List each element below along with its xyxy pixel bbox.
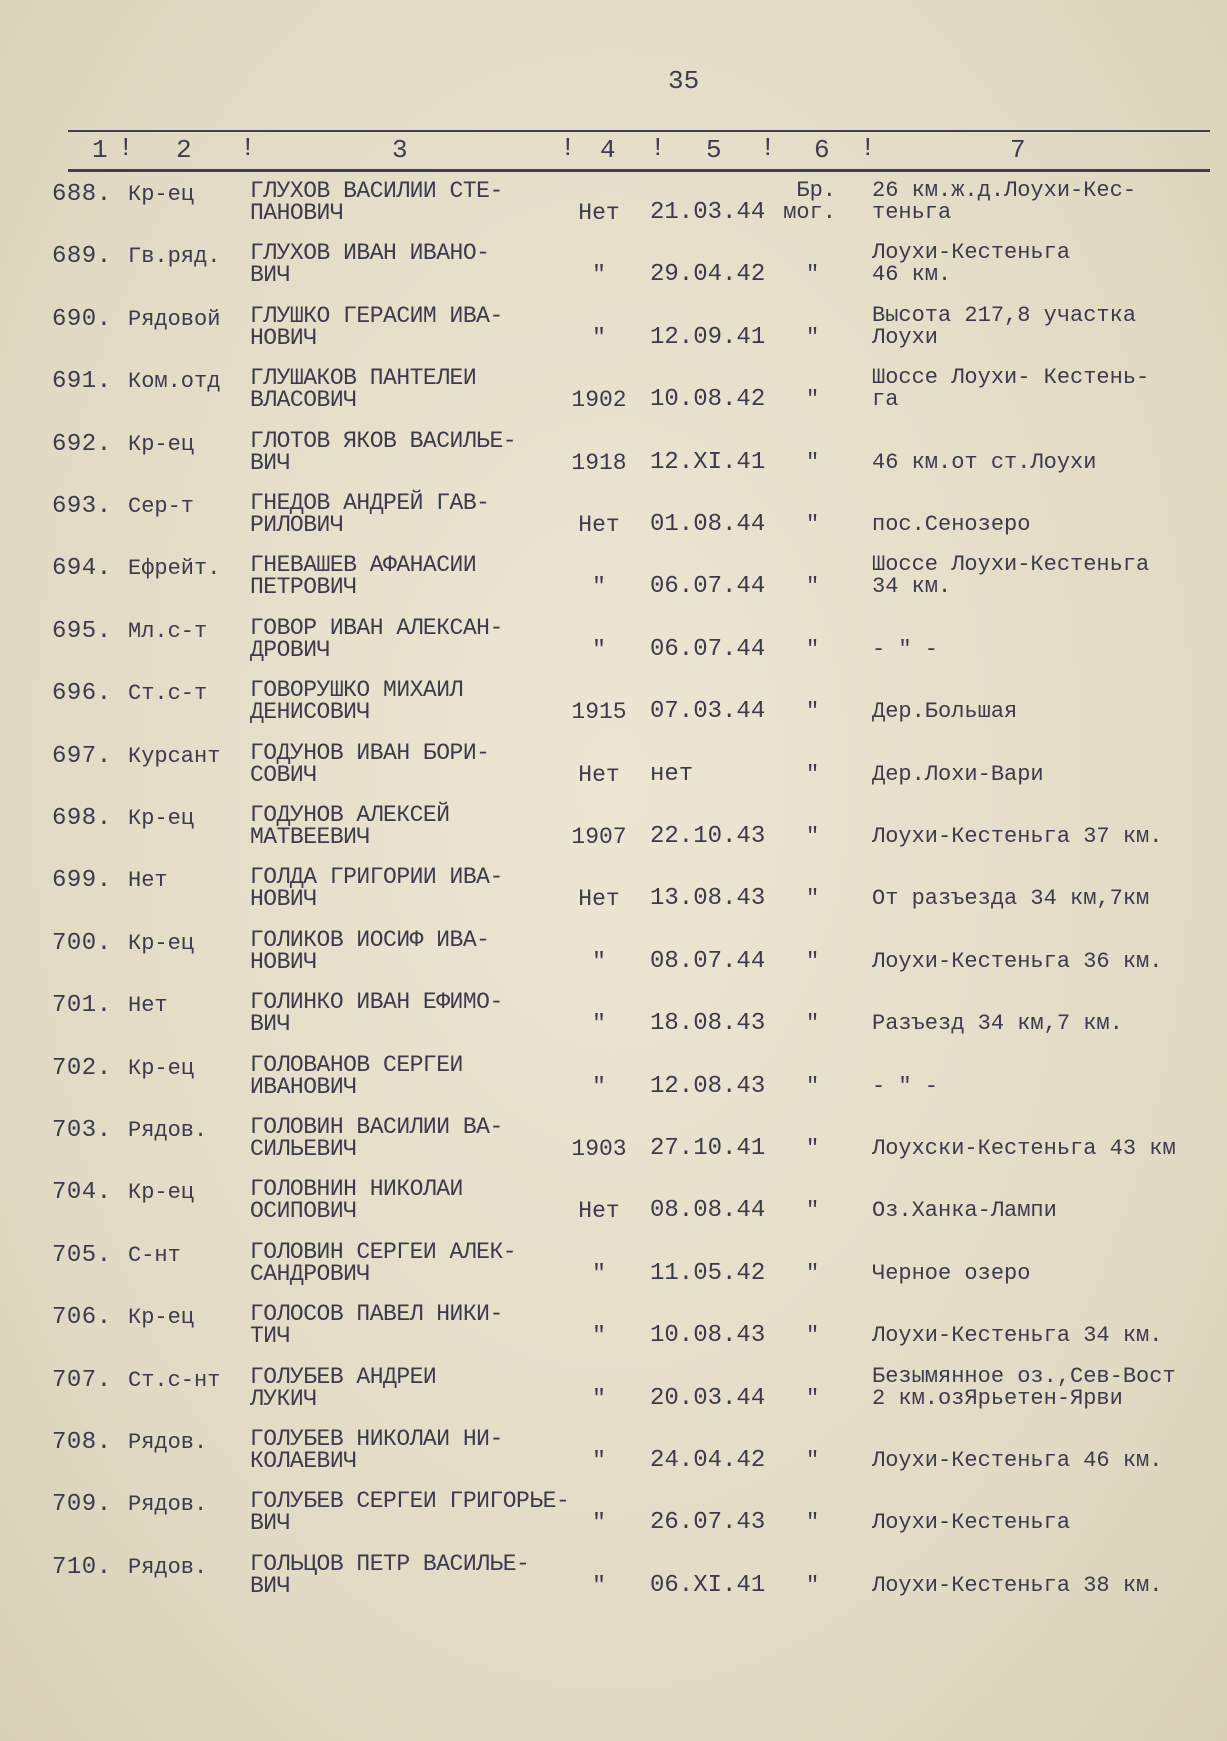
full-name (250, 614, 503, 663)
record-number: 698. (52, 805, 112, 832)
place-line-1: Высота 217,8 участка (872, 302, 1137, 328)
name-line-1: ГОЛУБЕВ СЕРГЕИ ГРИГОРЬЕ- (250, 1488, 570, 1515)
table-row (0, 1048, 1227, 1110)
table-row (0, 673, 1227, 735)
rank: Гв.ряд. (128, 244, 221, 270)
table-row (0, 299, 1227, 361)
rank: Кр-ец (128, 1305, 195, 1331)
rank: Ст.с-т (128, 681, 208, 707)
place-line-1: Шоссе Лоухи- Кестень- (872, 365, 1150, 391)
date: 06.07.44 (650, 573, 766, 601)
table-row (0, 1422, 1227, 1484)
name-line-2: СОВИЧ (250, 761, 317, 788)
table-row (0, 1484, 1227, 1546)
header-rule-top (68, 130, 1210, 132)
burial-type: " (806, 574, 820, 600)
birth-year: " (592, 574, 606, 601)
table-row (0, 611, 1227, 673)
burial-type: " (806, 1073, 820, 1099)
birth-year: " (592, 948, 606, 975)
name-line-2: ОСИПОВИЧ (250, 1198, 357, 1225)
header-col-7: 7 (1010, 135, 1026, 165)
date: 01.08.44 (650, 511, 766, 538)
burial-place: Дер.Большая (872, 699, 1018, 725)
header-separator: ! (650, 133, 666, 163)
burial-place: - " - (872, 1073, 939, 1099)
place-line-2: 34 км. (872, 574, 952, 600)
full-name (250, 427, 517, 476)
header-rule-bottom (68, 169, 1210, 172)
full-name (250, 1301, 503, 1350)
rank: Рядов. (128, 1430, 208, 1455)
burial-type: " (806, 387, 820, 413)
birth-year: " (592, 636, 606, 663)
name-line-1: ГОЛОВАНОВ СЕРГЕИ (250, 1051, 463, 1078)
record-number: 694. (52, 555, 112, 583)
burial-place: Лоухи-Кестеньга 37 км. (872, 824, 1163, 849)
burial-place: От разъезда 34 км,7км (872, 886, 1150, 912)
name-line-1: ГОЛИНКО ИВАН ЕФИМО- (250, 989, 503, 1016)
burial-place: Оз.Ханка-Лампи (872, 1198, 1057, 1224)
name-line-2: МАТВЕЕВИЧ (250, 824, 370, 850)
record-number: 697. (52, 742, 112, 770)
full-name (250, 1550, 530, 1599)
record-number: 702. (52, 1054, 112, 1082)
table-row (0, 236, 1227, 298)
name-line-1: ГЛУШКО ГЕРАСИМ ИВА- (250, 302, 503, 329)
header-col-4: 4 (600, 135, 616, 165)
burial-place (872, 554, 1149, 598)
burial-place: Лоухи-Кестеньга 46 км. (872, 1448, 1163, 1473)
name-line-1: ГОЛДА ГРИГОРИИ ИВА- (250, 864, 503, 891)
burial-type: " (806, 699, 820, 725)
burial-place: Лоухи-Кестеньга 36 км. (872, 948, 1163, 974)
table-row (0, 424, 1227, 486)
record-number: 696. (52, 680, 112, 708)
birth-year: " (592, 1385, 606, 1412)
rank: Рядов. (128, 1118, 208, 1143)
record-number: 689. (52, 243, 112, 271)
burial-place: пос.Сенозеро (872, 512, 1031, 537)
place-line-2: 46 км. (872, 262, 952, 288)
burial-place (872, 367, 1149, 411)
birth-year: Нет (578, 761, 620, 788)
full-name (250, 804, 450, 848)
date: 12.09.41 (650, 323, 766, 351)
rank: Сер-т (128, 494, 195, 519)
birth-year: 1918 (571, 449, 627, 476)
name-line-1: ГОЛИКОВ ИОСИФ ИВА- (250, 926, 490, 953)
rank: Мл.с-т (128, 618, 208, 644)
burial-place: Разъезд 34 км,7 км. (872, 1011, 1123, 1037)
table-row (0, 1110, 1227, 1172)
rank: Кр-ец (128, 182, 195, 207)
name-line-1: ГОЛУБЕВ НИКОЛАИ НИ- (250, 1426, 503, 1452)
name-line-2: ВИЧ (250, 262, 290, 289)
name-line-2: НОВИЧ (250, 948, 317, 975)
name-line-1: ГОЛЬЦОВ ПЕТР ВАСИЛЬЕ- (250, 1550, 530, 1577)
record-number: 703. (52, 1117, 112, 1144)
table-row (0, 486, 1227, 548)
name-line-2: ТИЧ (250, 1323, 290, 1350)
date: 08.07.44 (650, 947, 766, 975)
record-number: 688. (52, 181, 112, 208)
header-col-1: 1 (92, 135, 108, 165)
date: 21.03.44 (650, 199, 766, 226)
record-number: 695. (52, 617, 112, 645)
birth-year: Нет (578, 886, 620, 913)
name-line-1: ГОДУНОВ АЛЕКСЕЙ (250, 802, 450, 828)
name-line-1: ГОЛОВИН СЕРГЕИ АЛЕК- (250, 1238, 517, 1265)
full-name (250, 1238, 517, 1287)
date: 27.10.41 (650, 1135, 766, 1162)
record-number: 701. (52, 992, 112, 1020)
burial-place: Лоухи-Кестеньга 38 км. (872, 1572, 1163, 1598)
rank: Кр-ец (128, 1180, 195, 1206)
name-line-1: ГОВОРУШКО МИХАИЛ (250, 677, 463, 704)
name-line-2: ДРОВИЧ (250, 636, 330, 663)
burial-type: " (806, 1385, 820, 1411)
rank: Ефрейт. (128, 556, 221, 582)
header-col-2: 2 (176, 135, 192, 165)
record-number: 691. (52, 368, 112, 396)
name-line-2: КОЛАЕВИЧ (250, 1448, 357, 1474)
full-name (250, 739, 490, 788)
burial-type: " (806, 1448, 820, 1473)
place-line-1: Безымянное оз.,Сев-Вост (872, 1363, 1176, 1389)
header-separator: ! (860, 133, 876, 163)
rank: Рядовой (128, 306, 221, 332)
table-row (0, 1547, 1227, 1609)
page-number: 35 (668, 66, 700, 96)
name-line-1: ГОДУНОВ ИВАН БОРИ- (250, 739, 490, 766)
name-line-1: ГОЛУБЕВ АНДРЕИ (250, 1363, 437, 1390)
date: 12.08.43 (650, 1072, 766, 1100)
date: 13.08.43 (650, 885, 766, 913)
date: 10.08.42 (650, 386, 766, 414)
burial-place (872, 1363, 1176, 1411)
name-line-2: ПЕТРОВИЧ (250, 574, 357, 601)
rank: Кр-ец (128, 806, 195, 831)
burial-type: " (806, 1260, 820, 1286)
birth-year: " (592, 1572, 606, 1599)
table-row (0, 798, 1227, 860)
birth-year: " (592, 1448, 606, 1474)
name-line-2: САНДРОВИЧ (250, 1260, 370, 1287)
place-line-2: Лоухи (872, 324, 939, 350)
name-line-1: ГЛУШАКОВ ПАНТЕЛЕИ (250, 365, 477, 392)
burial-place: Лоухи-Кестеньга (872, 1510, 1071, 1536)
birth-year: Нет (578, 1198, 620, 1225)
burial-type: " (806, 948, 820, 974)
full-name (250, 365, 477, 414)
rank: Ком.отд (128, 369, 221, 395)
burial-type: " (806, 824, 820, 849)
rank: Нет (128, 993, 168, 1019)
burial-type: " (806, 324, 820, 350)
table-row (0, 860, 1227, 922)
burial-type: " (806, 512, 820, 537)
name-line-2: НОВИЧ (250, 886, 317, 913)
name-line-2: ДЕНИСОВИЧ (250, 699, 370, 726)
burial-type: " (806, 1136, 820, 1161)
date: 10.08.43 (650, 1322, 766, 1350)
full-name (250, 926, 490, 975)
burial-place: Дер.Лохи-Вари (872, 761, 1044, 787)
rank: Кр-ец (128, 431, 195, 457)
burial-place: - " - (872, 636, 939, 662)
header-col-3: 3 (392, 135, 408, 165)
date: 06.XI.41 (650, 1571, 766, 1599)
burial-place: Лоухи-Кестеньга 34 км. (872, 1323, 1163, 1349)
header-separator: ! (118, 133, 134, 163)
table-row (0, 736, 1227, 798)
burial-place (872, 302, 1137, 350)
name-line-1: ГНЕДОВ АНДРЕЙ ГАВ- (250, 490, 490, 516)
birth-year: 1903 (571, 1136, 627, 1162)
date: 26.07.43 (650, 1509, 766, 1537)
name-line-2: ЛУКИЧ (250, 1385, 317, 1412)
full-name (250, 180, 503, 224)
full-name (250, 1428, 503, 1472)
table-row (0, 1172, 1227, 1234)
full-name (250, 1116, 503, 1160)
place-line-1: 26 км.ж.д.Лоухи-Кес- (872, 178, 1137, 203)
rank: Нет (128, 868, 168, 894)
burial-type: " (806, 1011, 820, 1037)
rank: Кр-ец (128, 1055, 195, 1081)
record-number: 692. (52, 430, 112, 458)
place-line-1: Шоссе Лоухи-Кестеньга (872, 552, 1150, 578)
header-separator: ! (240, 133, 256, 163)
record-number: 704. (52, 1179, 112, 1207)
place-line-2: 2 км.озЯрьетен-Ярви (872, 1385, 1123, 1411)
full-name (250, 1363, 437, 1412)
name-line-1: ГОЛОСОВ ПАВЕЛ НИКИ- (250, 1301, 503, 1328)
burial-type: " (806, 1572, 820, 1598)
record-number: 700. (52, 929, 112, 957)
burial-place (872, 242, 1070, 286)
rank: Курсант (128, 743, 221, 769)
table-row (0, 923, 1227, 985)
rank: С-нт (128, 1242, 181, 1268)
date: 29.04.42 (650, 261, 766, 289)
full-name (250, 1051, 463, 1100)
date: 11.05.42 (650, 1259, 766, 1287)
date: 20.03.44 (650, 1384, 766, 1412)
record-number: 708. (52, 1429, 112, 1456)
full-name (250, 677, 463, 726)
date: 12.XI.41 (650, 448, 766, 476)
record-number: 690. (52, 305, 112, 333)
birth-year: 1907 (571, 824, 627, 850)
name-line-2: ВИЧ (250, 1572, 290, 1599)
name-line-2: СИЛЬЕВИЧ (250, 1136, 357, 1162)
birth-year: " (592, 1011, 606, 1038)
rank: Рядов. (128, 1554, 208, 1580)
full-name (250, 864, 503, 913)
table-row (0, 985, 1227, 1047)
birth-year: Нет (578, 200, 620, 226)
name-line-1: ГОЛОВИН ВАСИЛИИ ВА- (250, 1114, 503, 1140)
name-line-2: НОВИЧ (250, 324, 317, 351)
full-name (250, 302, 503, 351)
record-number: 705. (52, 1241, 112, 1269)
header-col-5: 5 (706, 135, 722, 165)
rank: Ст.с-нт (128, 1367, 221, 1393)
name-line-2: ИВАНОВИЧ (250, 1073, 357, 1100)
record-number: 707. (52, 1366, 112, 1394)
birth-year: " (592, 1510, 606, 1537)
name-line-2: ВИЧ (250, 449, 290, 476)
birth-year: " (592, 262, 606, 289)
burial-type: Бр. мог. (783, 178, 836, 225)
burial-type: " (806, 886, 820, 912)
name-line-2: ВЛАСОВИЧ (250, 387, 357, 414)
burial-type: " (806, 1323, 820, 1349)
full-name (250, 989, 503, 1038)
table-row (0, 361, 1227, 423)
place-line-2: теньга (872, 200, 952, 225)
birth-year: " (592, 1073, 606, 1100)
record-number: 693. (52, 493, 112, 520)
record-number: 710. (52, 1553, 112, 1581)
record-number: 699. (52, 867, 112, 895)
table-row (0, 1235, 1227, 1297)
full-name (250, 1488, 570, 1537)
name-line-1: ГЛУХОВ ИВАН ИВАНО- (250, 240, 490, 267)
date: 22.10.43 (650, 823, 766, 850)
name-line-2: ПАНОВИЧ (250, 200, 344, 226)
birth-year: Нет (578, 512, 620, 538)
date: 08.08.44 (650, 1197, 766, 1225)
burial-place (872, 180, 1136, 224)
name-line-1: ГЛОТОВ ЯКОВ ВАСИЛЬЕ- (250, 427, 517, 454)
name-line-2: РИЛОВИЧ (250, 512, 344, 538)
date: 06.07.44 (650, 635, 766, 663)
burial-type: " (806, 1198, 820, 1224)
burial-type: " (806, 1510, 820, 1536)
birth-year: 1915 (571, 699, 627, 726)
header-col-6: 6 (814, 135, 830, 165)
header-separator: ! (760, 133, 776, 163)
date: нет (650, 760, 694, 788)
burial-type: " (806, 761, 820, 787)
record-number: 706. (52, 1304, 112, 1332)
burial-type: " (806, 636, 820, 662)
name-line-1: ГНЕВАШЕВ АФАНАСИИ (250, 552, 477, 579)
date: 07.03.44 (650, 698, 766, 726)
date: 18.08.43 (650, 1010, 766, 1038)
birth-year: " (592, 1260, 606, 1287)
date: 24.04.42 (650, 1447, 766, 1474)
birth-year: 1902 (571, 387, 627, 414)
birth-year: " (592, 1323, 606, 1350)
rank: Рядов. (128, 1492, 208, 1518)
name-line-1: ГОВОР ИВАН АЛЕКСАН- (250, 614, 503, 641)
record-number: 709. (52, 1491, 112, 1519)
table-row (0, 174, 1227, 236)
place-line-2: га (872, 387, 899, 413)
burial-place: Черное озеро (872, 1260, 1031, 1286)
table-row (0, 1297, 1227, 1359)
full-name (250, 1176, 463, 1225)
full-name (250, 492, 489, 536)
name-line-1: ГОЛОВНИН НИКОЛАИ (250, 1176, 463, 1203)
burial-place: Лоухски-Кестеньга 43 км (872, 1136, 1176, 1161)
table-row (0, 548, 1227, 610)
burial-type: " (806, 449, 820, 475)
table-row (0, 1360, 1227, 1422)
name-line-1: ГЛУХОВ ВАСИЛИИ СТЕ- (250, 178, 503, 204)
burial-type: " (806, 262, 820, 288)
place-line-1: Лоухи-Кестеньга (872, 240, 1071, 266)
rank: Кр-ец (128, 930, 195, 956)
burial-place: 46 км.от ст.Лоухи (872, 449, 1097, 475)
name-line-2: ВИЧ (250, 1510, 290, 1537)
name-line-2: ВИЧ (250, 1011, 290, 1038)
full-name (250, 552, 477, 601)
header-separator: ! (560, 133, 576, 163)
full-name (250, 240, 490, 289)
birth-year: " (592, 324, 606, 351)
